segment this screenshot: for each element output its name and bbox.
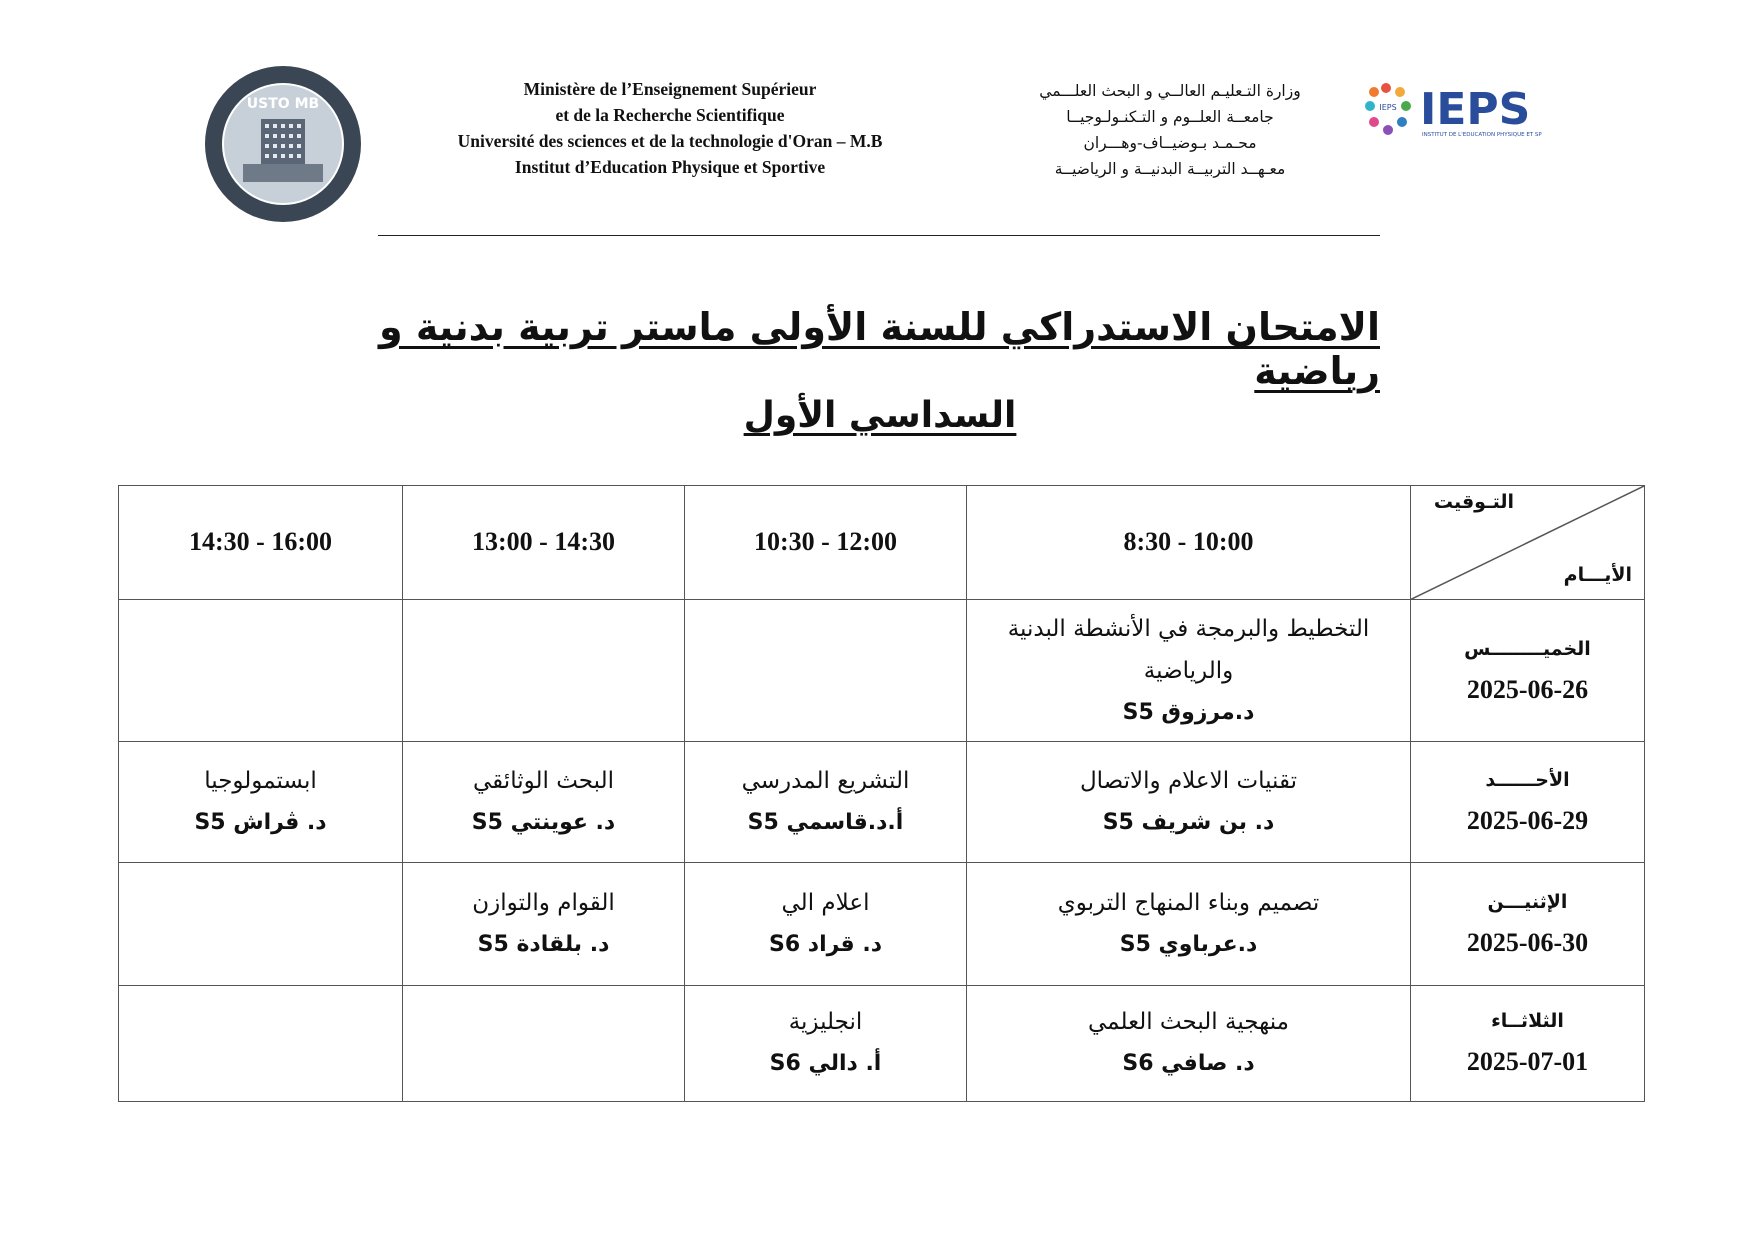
ar-line-university: جامعــة العلــوم و التـكنـولـوجيــا (1066, 108, 1274, 126)
ar-line-ministry: وزارة التـعليـم العالــي و البحث العلـــمي (1039, 82, 1301, 100)
exam-cell-empty (685, 600, 967, 741)
page-title: الامتحان الاستدراكي للسنة الأولى ماستر تربية بدنية و رياضية (378, 305, 1380, 393)
exam-cell-empty (403, 600, 685, 741)
exam-cell (403, 741, 685, 862)
exam-subject: البحث الوثائقي (473, 768, 614, 794)
exam-subject: التخطيط والبرمجة في الأنشطة البدنية والرياضية (1007, 615, 1370, 684)
usto-logo (203, 64, 363, 224)
table-row (119, 863, 1645, 985)
svg-text:USTO MB: USTO MB (246, 96, 320, 112)
day-name: الثلاثــاء (1491, 1010, 1564, 1033)
exam-cell (685, 985, 967, 1101)
time-slot-header (403, 486, 685, 600)
day-date: 2025-06-30 (1466, 927, 1589, 957)
fr-line-research: et de la Recherche Scientifique (555, 105, 785, 125)
exam-subject: القوام والتوازن (472, 889, 615, 916)
day-cell (1411, 741, 1645, 862)
exam-subject: اعلام الي (781, 889, 870, 916)
exam-professor: د.مرزوق S5 (1122, 699, 1255, 725)
table-row (119, 741, 1645, 862)
svg-text:IEPS: IEPS (1379, 103, 1397, 112)
header-divider (378, 235, 1380, 236)
exam-professor: أ. دالي S6 (769, 1051, 882, 1077)
day-cell (1411, 600, 1645, 741)
day-name: الأحــــــد (1485, 769, 1570, 791)
day-date: 2025-07-01 (1466, 1047, 1589, 1077)
time-slot-header (685, 486, 967, 600)
day-name: الإثنيـــن (1487, 890, 1568, 913)
exam-professor: د. صافي S6 (1122, 1051, 1255, 1077)
time-slot-label: 16:00 - 14:30 (188, 526, 332, 556)
exam-subject: تصميم وبناء المنهاج التربوي (1057, 889, 1320, 916)
fr-line-institute: Institut d’Education Physique et Sportive (514, 157, 826, 177)
exam-subject: التشريع المدرسي (741, 768, 910, 794)
exam-professor: د.عرباوي S5 (1119, 931, 1258, 957)
exam-schedule-table (118, 485, 1645, 1102)
exam-cell (685, 863, 967, 985)
time-slot-header (119, 486, 403, 600)
corner-label-days: الأيـــام (1563, 564, 1632, 587)
table-row (119, 985, 1645, 1101)
exam-professor: أ.د.قاسمي S5 (747, 810, 904, 835)
exam-subject: تقنيات الاعلام والاتصال (1079, 768, 1298, 794)
corner-cell (1411, 486, 1645, 600)
ieps-logo (1362, 78, 1542, 158)
exam-professor: د. قراد S6 (768, 931, 883, 957)
exam-cell (967, 985, 1411, 1101)
time-slot-label: 12:00 - 10:30 (753, 526, 897, 556)
svg-text:INSTITUT DE L'EDUCATION PHYSIQ: INSTITUT DE L'EDUCATION PHYSIQUE ET SP (1422, 132, 1542, 138)
day-date: 2025-06-26 (1466, 674, 1589, 704)
exam-cell (967, 741, 1411, 862)
time-slot-label: 10:00 - 8:30 (1123, 526, 1254, 556)
exam-professor: د. ڨراش S5 (194, 810, 327, 835)
french-header (390, 76, 950, 180)
exam-cell (403, 863, 685, 985)
exam-subject: منهجية البحث العلمي (1088, 1009, 1289, 1036)
exam-cell-empty (119, 985, 403, 1101)
exam-cell (685, 741, 967, 862)
day-date: 2025-06-29 (1466, 806, 1589, 835)
svg-text:IEPS: IEPS (1420, 84, 1531, 135)
arabic-header (975, 78, 1365, 182)
fr-line-ministry: Ministère de l’Enseignement Supérieur (523, 79, 817, 99)
fr-line-university: Université des sciences et de la technologie d'Oran – M.B (457, 131, 883, 151)
exam-cell-empty (119, 863, 403, 985)
ar-line-institute: معـهــد التربيــة البدنيــة و الرياضيــة (1054, 160, 1286, 178)
day-cell (1411, 985, 1645, 1101)
day-name: الخميــــــــس (1464, 637, 1591, 660)
exam-subject: انجليزية (788, 1009, 863, 1036)
exam-professor: د. بلقادة S5 (477, 931, 610, 957)
exam-subject: ابستمولوجيا (204, 768, 317, 794)
exam-cell (119, 741, 403, 862)
table-header-row (119, 486, 1645, 600)
corner-label-time: التـوقيت (1433, 491, 1514, 513)
table-row (119, 600, 1645, 741)
ar-line-city: محـمـد بـوضيــاف-وهـــران (1083, 134, 1257, 152)
exam-cell (967, 600, 1411, 741)
time-slot-header (967, 486, 1411, 600)
time-slot-label: 14:30 - 13:00 (471, 526, 615, 556)
day-cell (1411, 863, 1645, 985)
exam-professor: د. بن شريف S5 (1102, 810, 1275, 835)
exam-professor: د. عوينتي S5 (471, 810, 616, 835)
exam-cell-empty (403, 985, 685, 1101)
exam-cell (967, 863, 1411, 985)
exam-cell-empty (119, 600, 403, 741)
page-subtitle: السداسي الأول (743, 395, 1017, 436)
